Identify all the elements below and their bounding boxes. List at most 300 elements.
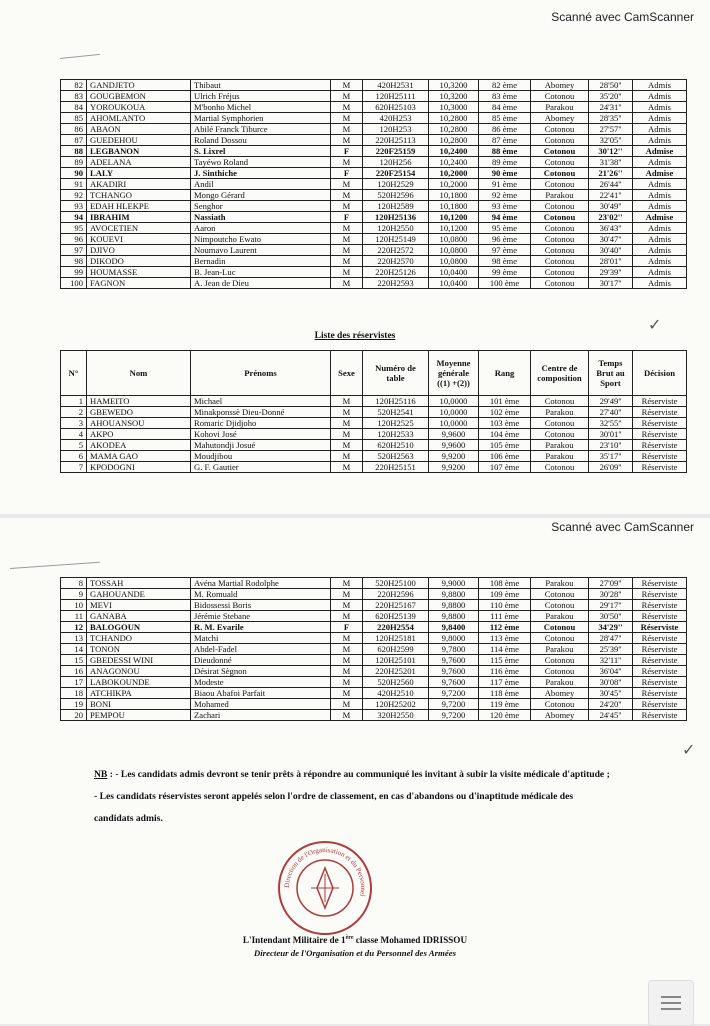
table-cell: Cotonou: [531, 146, 589, 157]
admitted-row: [61, 135, 687, 146]
admitted-row: [61, 278, 687, 289]
table-cell: LEGBANON: [87, 146, 191, 157]
table-cell: Cotonou: [531, 396, 589, 407]
table-cell: 24'20'': [589, 699, 633, 710]
table-cell: 20: [61, 710, 87, 721]
table-cell: 30'12'': [589, 146, 633, 157]
table-cell: Cotonou: [531, 256, 589, 267]
table-cell: 9,9000: [429, 578, 479, 589]
table-cell: 220H25167: [363, 600, 429, 611]
table-cell: Nassiath: [191, 212, 331, 223]
table-cell: 87 ème: [479, 135, 531, 146]
table-cell: ADELANA: [87, 157, 191, 168]
table-cell: 112 ème: [479, 622, 531, 633]
table-cell: 10,1800: [429, 190, 479, 201]
table-cell: HAMEITO: [87, 396, 191, 407]
table-cell: 6: [61, 451, 87, 462]
table-cell: 97: [61, 245, 87, 256]
table-cell: 99: [61, 267, 87, 278]
table-cell: 27'57'': [589, 124, 633, 135]
table-cell: 110 ème: [479, 600, 531, 611]
admitted-row: [61, 146, 687, 157]
table-cell: LABOKOUNDE: [87, 677, 191, 688]
table-cell: 30'47'': [589, 234, 633, 245]
table-cell: Admis: [633, 102, 687, 113]
table-cell: Parakou: [531, 451, 589, 462]
table-cell: 120H2550: [363, 223, 429, 234]
table-cell: Bidossessi Boris: [191, 600, 331, 611]
table-cell: 106 ème: [479, 451, 531, 462]
table-cell: Mohamed: [191, 699, 331, 710]
table-cell: 29'39'': [589, 267, 633, 278]
table-cell: Admis: [633, 80, 687, 91]
signatory-department: Directeur de l'Organisation et du Personnel des Armées: [253, 948, 457, 958]
table-cell: Réserviste: [633, 462, 687, 473]
table-cell: M: [331, 124, 363, 135]
reservist-row: [61, 611, 687, 622]
table-cell: 220H25126: [363, 267, 429, 278]
table-cell: 9,7800: [429, 644, 479, 655]
table-cell: 30'49'': [589, 201, 633, 212]
table-cell: HOUMASSE: [87, 267, 191, 278]
table-cell: Kohovi José: [191, 429, 331, 440]
table-cell: Jérémie Stebane: [191, 611, 331, 622]
reservist-row: [61, 710, 687, 721]
table-cell: G. F. Gautier: [191, 462, 331, 473]
table-cell: 14: [61, 644, 87, 655]
table-cell: Admise: [633, 212, 687, 223]
table-cell: M: [331, 245, 363, 256]
table-cell: 30'45'': [589, 688, 633, 699]
reservist-row: [61, 655, 687, 666]
table-cell: MEVI: [87, 600, 191, 611]
reservist-row: [61, 644, 687, 655]
table-cell: 119 ème: [479, 699, 531, 710]
table-cell: 86: [61, 124, 87, 135]
table-cell: Réserviste: [633, 677, 687, 688]
admitted-row: [61, 91, 687, 102]
table-cell: 120H25181: [363, 633, 429, 644]
column-header: Prénoms: [191, 351, 331, 396]
table-cell: 98: [61, 256, 87, 267]
table-cell: 104 ème: [479, 429, 531, 440]
table-cell: 107 ème: [479, 462, 531, 473]
table-cell: AKADIRI: [87, 179, 191, 190]
table-cell: 220F25159: [363, 146, 429, 157]
table-cell: M: [331, 666, 363, 677]
table-cell: 101 ème: [479, 396, 531, 407]
table-cell: 10,0400: [429, 267, 479, 278]
table-cell: 1: [61, 396, 87, 407]
table-cell: 28'01'': [589, 256, 633, 267]
table-cell: 85: [61, 113, 87, 124]
table-cell: S. Lixrel: [191, 146, 331, 157]
table-cell: 2: [61, 407, 87, 418]
table-cell: M: [331, 688, 363, 699]
admitted-row: [61, 256, 687, 267]
table-cell: 30'17'': [589, 278, 633, 289]
nb-line-1: : - Les candidats admis devront se tenir prêts à répondre au communiqué les invitant à subir la visite médicale d'aptitude ;: [109, 769, 610, 780]
table-cell: 97 ème: [479, 245, 531, 256]
table-cell: M: [331, 440, 363, 451]
table-cell: Andil: [191, 179, 331, 190]
table-cell: M: [331, 113, 363, 124]
table-cell: Cotonou: [531, 212, 589, 223]
table-cell: 22'41'': [589, 190, 633, 201]
table-cell: 90 ème: [479, 168, 531, 179]
table-cell: Admis: [633, 201, 687, 212]
table-cell: Désirat Sègnon: [191, 666, 331, 677]
nb-notes: [94, 764, 684, 830]
table-cell: M: [331, 589, 363, 600]
admitted-row: [61, 267, 687, 278]
table-cell: 120H256: [363, 157, 429, 168]
table-cell: M: [331, 710, 363, 721]
table-cell: Cotonou: [531, 600, 589, 611]
table-cell: 90: [61, 168, 87, 179]
admitted-row: [61, 168, 687, 179]
table-cell: 620H25139: [363, 611, 429, 622]
table-cell: 620H2599: [363, 644, 429, 655]
table-cell: 82: [61, 80, 87, 91]
admitted-row: [61, 245, 687, 256]
table-cell: Cotonou: [531, 699, 589, 710]
table-cell: Biaou Abafoi Parfait: [191, 688, 331, 699]
table-cell: Dieudonné: [191, 655, 331, 666]
table-cell: 35'20'': [589, 91, 633, 102]
table-cell: Cotonou: [531, 135, 589, 146]
table-cell: 30'28'': [589, 589, 633, 600]
table-cell: Abomey: [531, 113, 589, 124]
table-cell: Parakou: [531, 440, 589, 451]
table-cell: 120H2529: [363, 179, 429, 190]
table-cell: Réserviste: [633, 688, 687, 699]
table-cell: M: [331, 611, 363, 622]
table-cell: Ulrich Fréjus: [191, 91, 331, 102]
table-cell: 100: [61, 278, 87, 289]
column-header: Numéro de table: [363, 351, 429, 396]
reservist-row: [61, 600, 687, 611]
table-cell: 10,0800: [429, 234, 479, 245]
table-cell: 10,3000: [429, 102, 479, 113]
table-cell: 92: [61, 190, 87, 201]
table-cell: Noumavo Laurent: [191, 245, 331, 256]
reservist-row: [61, 666, 687, 677]
table-cell: 420H2531: [363, 80, 429, 91]
table-cell: Réserviste: [633, 710, 687, 721]
table-cell: IBRAHIM: [87, 212, 191, 223]
table-cell: Cotonou: [531, 201, 589, 212]
table-cell: Modeste: [191, 677, 331, 688]
table-cell: M: [331, 407, 363, 418]
table-cell: 28'50'': [589, 80, 633, 91]
table-cell: Cotonou: [531, 633, 589, 644]
table-cell: F: [331, 146, 363, 157]
table-cell: Réserviste: [633, 418, 687, 429]
table-cell: 113 ème: [479, 633, 531, 644]
reservist-row: [61, 462, 687, 473]
table-cell: Mongo Gérard: [191, 190, 331, 201]
table-cell: Réserviste: [633, 666, 687, 677]
table-cell: Martial Symphorien: [191, 113, 331, 124]
table-cell: Admis: [633, 135, 687, 146]
table-cell: 28'35'': [589, 113, 633, 124]
table-cell: 89: [61, 157, 87, 168]
table-cell: YOROUKOUA: [87, 102, 191, 113]
table-cell: Abomey: [531, 710, 589, 721]
table-cell: 18: [61, 688, 87, 699]
table-cell: M: [331, 699, 363, 710]
table-cell: Abomey: [531, 80, 589, 91]
table-cell: 91 ème: [479, 179, 531, 190]
table-cell: Réserviste: [633, 451, 687, 462]
table-cell: ABAON: [87, 124, 191, 135]
table-cell: GBEWEDO: [87, 407, 191, 418]
table-cell: AHOMLANTO: [87, 113, 191, 124]
nb-label: NB: [94, 769, 108, 780]
table-cell: Parakou: [531, 644, 589, 655]
table-cell: Réserviste: [633, 440, 687, 451]
table-cell: M: [331, 600, 363, 611]
table-cell: GANABA: [87, 611, 191, 622]
table-cell: 10,2800: [429, 124, 479, 135]
table-cell: Cotonou: [531, 124, 589, 135]
table-cell: LALY: [87, 168, 191, 179]
table-cell: GANDJETO: [87, 80, 191, 91]
reservist-row: [61, 622, 687, 633]
table-cell: 111 ème: [479, 611, 531, 622]
admitted-row: [61, 113, 687, 124]
table-cell: Cotonou: [531, 589, 589, 600]
table-cell: 120H25101: [363, 655, 429, 666]
table-cell: DJIVO: [87, 245, 191, 256]
table-cell: B. Jean-Luc: [191, 267, 331, 278]
table-cell: 10,0800: [429, 256, 479, 267]
table-cell: Réserviste: [633, 396, 687, 407]
table-cell: Matchi: [191, 633, 331, 644]
table-cell: 10,1200: [429, 212, 479, 223]
table-cell: 9,7200: [429, 688, 479, 699]
table-cell: Admis: [633, 256, 687, 267]
table-cell: 100 ème: [479, 278, 531, 289]
table-cell: 220F25154: [363, 168, 429, 179]
table-cell: 27'09'': [589, 578, 633, 589]
table-cell: M: [331, 418, 363, 429]
table-cell: Cotonou: [531, 157, 589, 168]
table-cell: Réserviste: [633, 622, 687, 633]
table-cell: EDAH HLEKPE: [87, 201, 191, 212]
table-cell: M: [331, 677, 363, 688]
reservist-row: [61, 407, 687, 418]
table-cell: Admis: [633, 124, 687, 135]
table-cell: Cotonou: [531, 245, 589, 256]
table-cell: TCHANDO: [87, 633, 191, 644]
admitted-row: [61, 223, 687, 234]
table-cell: DIKODO: [87, 256, 191, 267]
signatory-title: L'Intendant Militaire de 1ère classe Mohamed IDRISSOU: [242, 935, 468, 946]
menu-icon[interactable]: [648, 980, 694, 1026]
table-cell: Cotonou: [531, 234, 589, 245]
table-cell: F: [331, 212, 363, 223]
table-cell: 220H2554: [363, 622, 429, 633]
table-cell: 84 ème: [479, 102, 531, 113]
table-cell: 7: [61, 462, 87, 473]
table-cell: Abdel-Fadel: [191, 644, 331, 655]
table-cell: 94 ème: [479, 212, 531, 223]
table-cell: 220H25151: [363, 462, 429, 473]
table-cell: ATCHIKPA: [87, 688, 191, 699]
table-cell: Zachari: [191, 710, 331, 721]
table-cell: M: [331, 80, 363, 91]
table-cell: R. M. Evarile: [191, 622, 331, 633]
table-cell: Parakou: [531, 102, 589, 113]
table-cell: 17: [61, 677, 87, 688]
table-cell: 27'40'': [589, 407, 633, 418]
table-cell: Thibaut: [191, 80, 331, 91]
table-cell: Roland Dossou: [191, 135, 331, 146]
table-cell: 120H253: [363, 124, 429, 135]
table-cell: M: [331, 179, 363, 190]
table-cell: 96: [61, 234, 87, 245]
table-cell: Abomey: [531, 688, 589, 699]
table-cell: Mahutondji Josué: [191, 440, 331, 451]
table-cell: 9: [61, 589, 87, 600]
table-cell: 88 ème: [479, 146, 531, 157]
table-cell: Réserviste: [633, 655, 687, 666]
table-cell: 120H25202: [363, 699, 429, 710]
table-cell: M: [331, 429, 363, 440]
table-cell: 520H25100: [363, 578, 429, 589]
table-cell: Moudjibou: [191, 451, 331, 462]
table-cell: Parakou: [531, 578, 589, 589]
camscanner-watermark: Scanné avec CamScanner: [551, 10, 694, 24]
reservist-row: [61, 396, 687, 407]
table-cell: 520H2541: [363, 407, 429, 418]
table-cell: M: [331, 451, 363, 462]
column-header: Rang: [479, 351, 531, 396]
table-cell: 35'17'': [589, 451, 633, 462]
table-cell: 31'38'': [589, 157, 633, 168]
table-cell: Parakou: [531, 190, 589, 201]
table-cell: 10,0000: [429, 396, 479, 407]
reservists-table-part-2: [60, 577, 687, 721]
table-cell: 36'43'': [589, 223, 633, 234]
table-cell: 15: [61, 655, 87, 666]
table-cell: Cotonou: [531, 666, 589, 677]
camscanner-watermark: Scanné avec CamScanner: [551, 520, 694, 534]
table-cell: 105 ème: [479, 440, 531, 451]
table-cell: Romaric Djidjoho: [191, 418, 331, 429]
table-cell: 520H2563: [363, 451, 429, 462]
table-cell: 36'04'': [589, 666, 633, 677]
table-cell: AKPO: [87, 429, 191, 440]
column-header: Temps Brut au Sport: [589, 351, 633, 396]
reservist-row: [61, 578, 687, 589]
table-cell: 9,8800: [429, 611, 479, 622]
table-cell: TONON: [87, 644, 191, 655]
table-cell: FAGNON: [87, 278, 191, 289]
table-cell: Abilé Franck Tiburce: [191, 124, 331, 135]
admitted-row: [61, 124, 687, 135]
table-cell: 10,0000: [429, 407, 479, 418]
table-cell: M: [331, 157, 363, 168]
table-cell: Cotonou: [531, 418, 589, 429]
table-cell: 87: [61, 135, 87, 146]
table-cell: Admis: [633, 278, 687, 289]
table-cell: Admis: [633, 245, 687, 256]
reservists-header-row: [61, 351, 687, 396]
table-cell: 10,2400: [429, 146, 479, 157]
table-cell: BALOGOUN: [87, 622, 191, 633]
table-cell: KPODOGNI: [87, 462, 191, 473]
table-cell: PEMPOU: [87, 710, 191, 721]
table-cell: 109 ème: [479, 589, 531, 600]
table-cell: M: [331, 234, 363, 245]
table-cell: 85 ème: [479, 113, 531, 124]
table-cell: 26'44'': [589, 179, 633, 190]
admitted-row: [61, 80, 687, 91]
table-cell: 9,9600: [429, 429, 479, 440]
table-cell: AHOUANSOU: [87, 418, 191, 429]
table-cell: Tayéwo Roland: [191, 157, 331, 168]
column-header: N°: [61, 351, 87, 396]
table-cell: 220H25201: [363, 666, 429, 677]
table-cell: 10,2800: [429, 113, 479, 124]
column-header: Sexe: [331, 351, 363, 396]
table-cell: 93 ème: [479, 201, 531, 212]
table-cell: 10,0400: [429, 278, 479, 289]
table-cell: 9,8400: [429, 622, 479, 633]
table-cell: 93: [61, 201, 87, 212]
table-cell: 120H2525: [363, 418, 429, 429]
table-cell: 4: [61, 429, 87, 440]
table-cell: Réserviste: [633, 578, 687, 589]
table-cell: 103 ème: [479, 418, 531, 429]
reservist-row: [61, 440, 687, 451]
column-header: Nom: [87, 351, 191, 396]
table-cell: 95: [61, 223, 87, 234]
table-cell: 34'29'': [589, 622, 633, 633]
table-cell: A. Jean de Dieu: [191, 278, 331, 289]
table-cell: BONI: [87, 699, 191, 710]
table-cell: Admise: [633, 146, 687, 157]
table-cell: 19: [61, 699, 87, 710]
table-cell: M: [331, 135, 363, 146]
table-cell: AVOCETIEN: [87, 223, 191, 234]
table-cell: Cotonou: [531, 429, 589, 440]
table-cell: 9,7200: [429, 699, 479, 710]
table-cell: 10,1800: [429, 201, 479, 212]
reservist-row: [61, 677, 687, 688]
table-cell: Admis: [633, 267, 687, 278]
table-cell: 11: [61, 611, 87, 622]
table-cell: 9,9600: [429, 440, 479, 451]
table-cell: 96 ème: [479, 234, 531, 245]
table-cell: Avéna Martial Rodolphe: [191, 578, 331, 589]
table-cell: 88: [61, 146, 87, 157]
table-cell: M: [331, 102, 363, 113]
table-cell: 16: [61, 666, 87, 677]
table-cell: Parakou: [531, 611, 589, 622]
table-cell: Cotonou: [531, 655, 589, 666]
table-cell: M: [331, 223, 363, 234]
table-cell: Parakou: [531, 677, 589, 688]
reservist-row: [61, 633, 687, 644]
table-cell: Cotonou: [531, 223, 589, 234]
table-cell: 115 ème: [479, 655, 531, 666]
table-cell: 10,2400: [429, 157, 479, 168]
admitted-row: [61, 212, 687, 223]
